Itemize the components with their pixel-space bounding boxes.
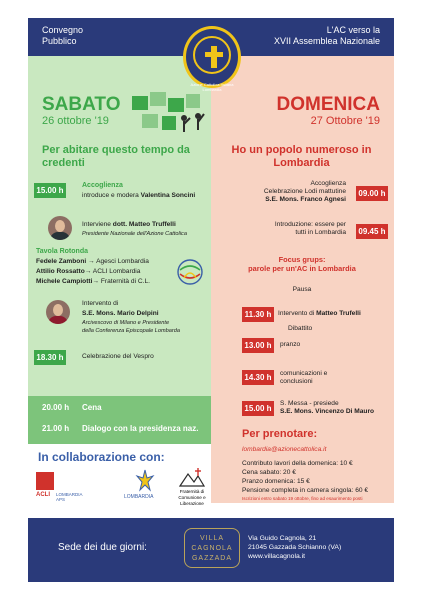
evening-row xyxy=(28,399,211,419)
dimauro-name: S.E. Mons. Vincenzo Di Mauro xyxy=(280,408,375,415)
venue-website[interactable]: www.villacagnola.it xyxy=(248,553,306,560)
introduce-line: introduce e modera Valentina Soncini xyxy=(82,192,196,199)
booking-price: Pensione completa in camera singola: 60 € xyxy=(242,487,369,494)
booking-price: Contributo lavori della domenica: 10 € xyxy=(242,460,353,467)
pausa-label: Pausa xyxy=(292,286,312,293)
delpini-role-2: della Conferenza Episcopale Lombarda xyxy=(82,328,180,334)
time-badge-1830: 18.30 h xyxy=(34,350,66,365)
booking-price: Pranzo domenica: 15 € xyxy=(242,478,310,485)
azione-cattolica-logo xyxy=(183,26,241,92)
booking-price: Cena sabato: 20 € xyxy=(242,469,296,476)
time-badge-1300: 13.00 h xyxy=(242,338,274,353)
delpini-role-1: Arcivescovo di Milano e Presidente xyxy=(82,320,170,326)
booking-note: Iscrizioni entro sabato 19 ottobre, fino ad esaurimento posti xyxy=(242,496,363,501)
saturday-day: SABATO xyxy=(42,94,121,115)
vespro-label: Celebrazione del Vespro xyxy=(82,353,154,360)
acli-logo: ACLI LOMBARDIA APS xyxy=(36,468,92,504)
evening-row xyxy=(28,420,211,440)
sunday-day: DOMENICA xyxy=(276,94,380,115)
footer-venue xyxy=(28,518,394,582)
round-table-item: Fedele Zamboni → Agesci Lombardia xyxy=(36,258,149,265)
interviene-line: Interviene dott. Matteo Truffelli xyxy=(82,221,176,228)
header-pubblico: Pubblico xyxy=(42,36,77,46)
logo-subtitle-1: Azione Cattolica Italiana xyxy=(190,82,234,87)
intervento-label: Intervento di xyxy=(82,300,119,307)
delpini-photo xyxy=(46,300,70,324)
acli-mark-icon xyxy=(36,472,54,490)
header-ac-verso: L'AC verso la xyxy=(326,25,380,35)
time-badge-0900: 09.00 h xyxy=(356,186,388,201)
logo-ring-icon xyxy=(193,36,231,74)
evening-time: 21.00 h xyxy=(42,424,70,433)
messa-label: S. Messa - presiede S.E. Mons. Vincenzo Di Mauro xyxy=(280,400,375,415)
time-badge-1500-sun: 15.00 h xyxy=(242,401,274,416)
sunday-accoglienza: Accoglienza Celebrazione Lodi mattutine S.E. Mons. Franco Agnesi xyxy=(226,180,346,204)
focus-groups-title: Focus grups: parole per un'AC in Lombardia xyxy=(248,255,356,273)
header-assemblea: XVII Assemblea Nazionale xyxy=(273,36,380,46)
time-badge-1130: 11.30 h xyxy=(242,307,274,322)
header-left xyxy=(42,25,83,47)
header-right xyxy=(274,25,380,47)
comunicazioni-label: comunicazioni e conclusioni xyxy=(280,370,328,385)
evening-time: 20.00 h xyxy=(42,403,70,412)
trufelli-intervento: Intervento di Matteo Trufelli xyxy=(278,310,361,317)
evening-desc: Dialogo con la presidenza naz. xyxy=(82,424,199,433)
cl-logo: Fraternità di Comunione e Liberazione xyxy=(168,468,212,504)
venue-address: Via Guido Cagnola, 21 21045 Gazzada Schianno (VA) www.villacagnola.it xyxy=(248,535,342,560)
cross-icon xyxy=(211,46,217,68)
saturday-title: Per abitare questo tempo da credenti xyxy=(42,144,190,169)
venue-label: Sede dei due giorni: xyxy=(58,542,147,553)
tavola-rotonda-label: Tavola Rotonda xyxy=(36,248,88,255)
agesci-logo: LOMBARDIA xyxy=(120,468,170,504)
sunday-date: 27 Ottobre '19 xyxy=(310,115,380,127)
villa-cagnola-logo: VILLA CAGNOLA GAZZADA xyxy=(184,528,240,568)
pranzo-label: pranzo xyxy=(280,341,301,348)
booking-email[interactable]: lombardia@azionecattolica.it xyxy=(242,446,327,453)
round-table-globe-icon xyxy=(176,258,204,286)
delpini-name: S.E. Mons. Mario Delpini xyxy=(82,310,159,317)
fleur-de-lis-icon xyxy=(134,468,156,492)
saturday-date: 26 ottobre '19 xyxy=(42,115,109,127)
truffelli-name: dott. Matteo Truffelli xyxy=(112,221,176,228)
round-table-item: Attilio Rossatto→ ACLI Lombardia xyxy=(36,268,141,275)
time-badge-1430: 14.30 h xyxy=(242,370,274,385)
event-poster xyxy=(28,18,394,582)
truffelli-photo xyxy=(48,216,72,240)
accoglienza-label: Accoglienza xyxy=(82,182,123,189)
time-badge-1500: 15.00 h xyxy=(34,183,66,198)
collab-title: In collaborazione con: xyxy=(38,450,165,464)
sunday-title: Ho un popolo numeroso in Lombardia xyxy=(231,144,372,169)
round-table-item: Michele Campiotti→ Fraternità di C.L. xyxy=(36,278,150,285)
moderator-name: Valentina Soncini xyxy=(140,192,196,199)
truffelli-role: Presidente Nazionale dell'Azione Cattolica xyxy=(82,231,187,237)
header-convegno: Convegno xyxy=(42,25,84,35)
time-badge-0945: 09.45 h xyxy=(356,224,388,239)
cross-mountain-icon xyxy=(178,468,206,488)
dibattito-label: Dibattito xyxy=(288,325,313,332)
evening-desc: Cena xyxy=(82,403,102,412)
booking-title: Per prenotare: xyxy=(242,428,318,440)
agnesi-name: S.E. Mons. Franco Agnesi xyxy=(265,196,346,203)
logo-subtitle-2: Lombardia xyxy=(202,87,222,92)
sunday-introduzione: Introduzione: essere per tutti in Lombardia xyxy=(274,221,346,236)
puzzle-people-icon xyxy=(126,88,210,140)
